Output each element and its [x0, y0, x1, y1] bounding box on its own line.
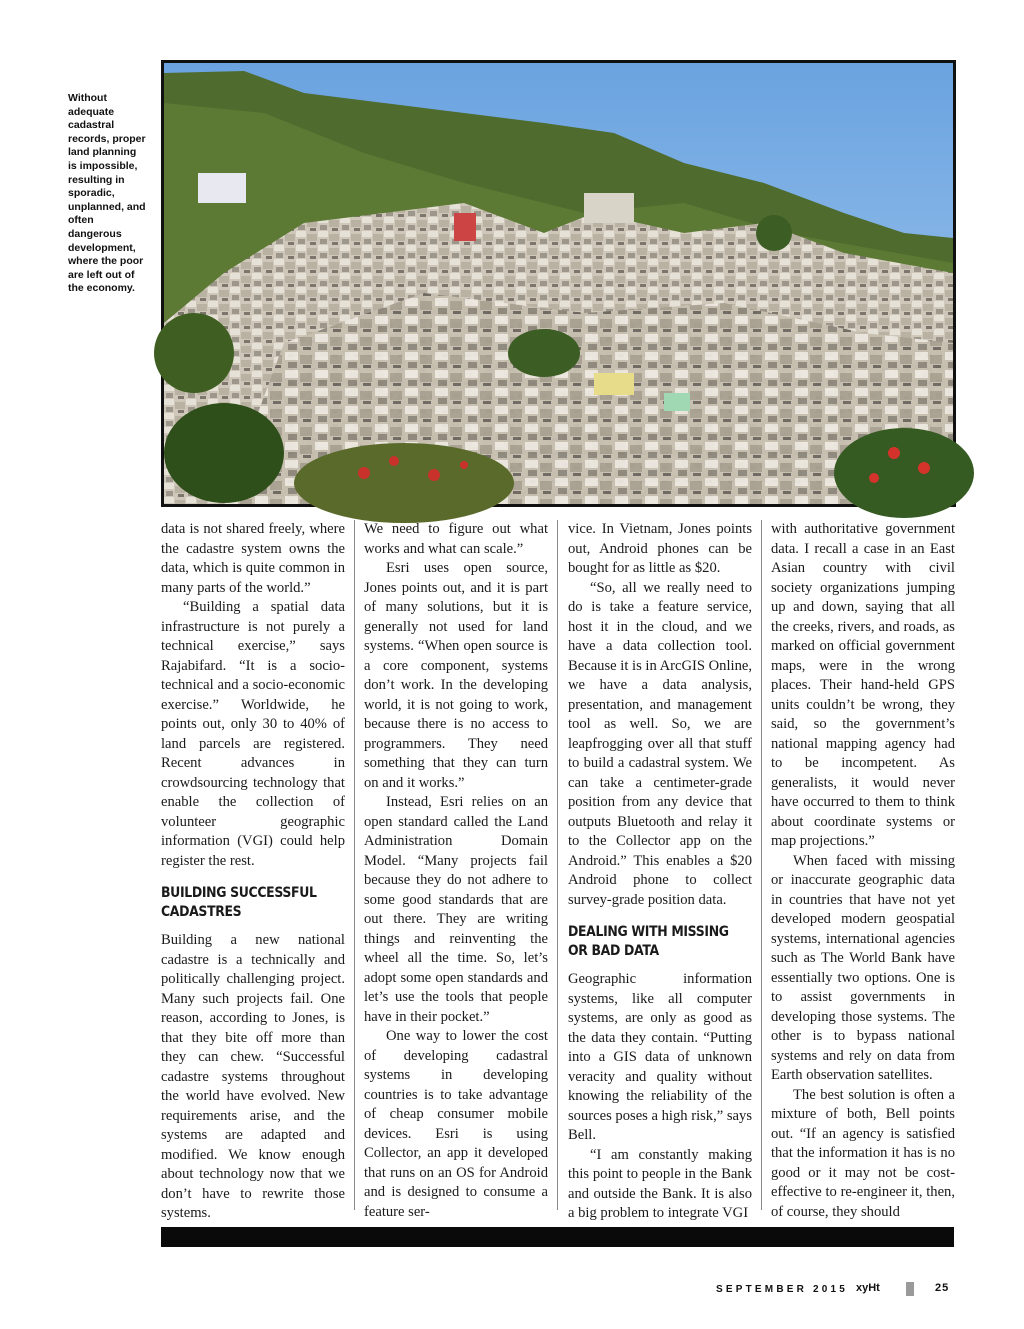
- paragraph: Esri uses open source, Jones points out, and it is part of many solutions, but it is generally not used for land systems. “When open source is a core component, systems don’t work. In the developing world, it is not going to work, because there is no access to programmers. They need something that they can turn on and it works.”: [364, 560, 548, 791]
- section-heading-building-cadastres: [161, 884, 319, 922]
- column-divider: [557, 520, 558, 1210]
- photo-illustration: [164, 63, 953, 504]
- hillside-city-photo: [161, 60, 956, 507]
- paragraph: data is not shared freely, where the cadastre system owns the data, which is quite common in many parts of the world.”: [161, 521, 345, 596]
- issue-date: SEPTEMBER 2015: [716, 1284, 849, 1295]
- footer-bar: [161, 1227, 954, 1247]
- paragraph: “So, all we really need to do is take a feature service, host it in the cloud, and we have a data collection tool. Because it is in ArcGIS Online, we have a data analysis, presentation, and management tool as well. So, we are leapfrogging over all that stuff to build a cadastral system. We can take a centimeter-grade position from any device that outputs Bluetooth and relay it to the Collector app on the Android.” This enables a $20 Android phone to collect survey-grade position data.: [568, 579, 753, 908]
- column-4: [771, 520, 955, 1220]
- paragraph: The best solution is often a mixture of both, Bell points out. “If an agency is satisfied that the information it has is no good or it may not be cost-effective to re-engineer it, then, of course, they should: [771, 1086, 955, 1220]
- photo-caption: Without adequate cadastral records, proper land planning is impossible, resulting in sporadic, unplanned, and often dangerous development, where the poor are left out of the economy.: [68, 92, 146, 295]
- paragraph: with authoritative government data. I recall a case in an East Asian country with civil society organizations jumping up and down, saying that all the creeks, rivers, and roads, as marked on official government maps, were in the wrong places. Their hand-held GPS units couldn’t be wrong, they said, so the government’s national mapping agency had to be incompetent. As generalists, it would never have occurred to them to think about coordinate systems or map projections.”: [771, 521, 955, 849]
- paragraph: “I am constantly making this point to people in the Bank and outside the Bank. It is also a big problem to integrate VGI: [568, 1146, 752, 1221]
- paragraph: vice. In Vietnam, Jones points out, Android phones can be bought for as little as $20.: [568, 521, 752, 576]
- column-1: [161, 520, 345, 1221]
- column-divider: [354, 520, 355, 1210]
- footer-square-icon: [906, 1282, 914, 1296]
- column-2: [364, 520, 548, 1220]
- paragraph: One way to lower the cost of developing cadastral systems in developing countries is to take advantage of cheap consumer mobile devices. Esri is using Collector, an app it developed that runs on an OS for Android and is designed to consume a feature ser-: [364, 1028, 548, 1220]
- column-divider: [761, 520, 762, 1210]
- page-number: 25: [935, 1282, 950, 1294]
- section-heading-missing-data: [568, 923, 729, 961]
- paragraph: “Building a spatial data infrastructure is not purely a technical exercise,” says Rajabifard. “It is a socio-technical and a socio-economic exercise.” Worldwide, he points out, only 30 to 40% of land parcels are registered. Recent advances in crowdsourcing technology that enable the collection of volunteer geographic information (VGI) could help register the rest.: [161, 599, 345, 869]
- heading-line: DEALING WITH MISSING: [568, 924, 729, 940]
- paragraph: When faced with missing or inaccurate geographic data in countries that have not yet developed modern geospatial systems, international agencies such as The World Bank have essentially two options. One is to assist governments in developing those systems. The other is to bypass national systems and rely on data from Earth observation satellites.: [771, 852, 955, 1083]
- paragraph: We need to figure out what works and what can scale.”: [364, 521, 548, 557]
- magazine-brand: xyHt: [856, 1282, 880, 1294]
- column-3: [568, 520, 753, 1221]
- heading-line: CADASTRES: [161, 904, 242, 920]
- paragraph: Geographic information systems, like all computer systems, are only as good as the data they contain. “Putting into a GIS data of unknown veracity and quality without knowing the reliability of the sources poses a high risk,” says Bell.: [568, 971, 753, 1143]
- paragraph: Building a new national cadastre is a technically and politically challenging project. Many such projects fail. One reason, according to Jones, is that they bite off more than they can chew. “Successful cadastre systems throughout the world have evolved. New requirements arise, and the systems are adapted and modified. We know enough about technology now that we don’t have to rewrite those systems.: [161, 932, 345, 1221]
- heading-line: BUILDING SUCCESSFUL: [161, 885, 317, 901]
- heading-line: OR BAD DATA: [568, 943, 659, 959]
- paragraph: Instead, Esri relies on an open standard called the Land Administration Domain Model. “Many projects fail because they do not adhere to some good standards that are out there. They are writing things and reinventing the wheel all the time. So, let’s adopt some open standards and let’s use the tools that people have in their pocket.”: [364, 794, 548, 1025]
- page-footer: [716, 1282, 956, 1298]
